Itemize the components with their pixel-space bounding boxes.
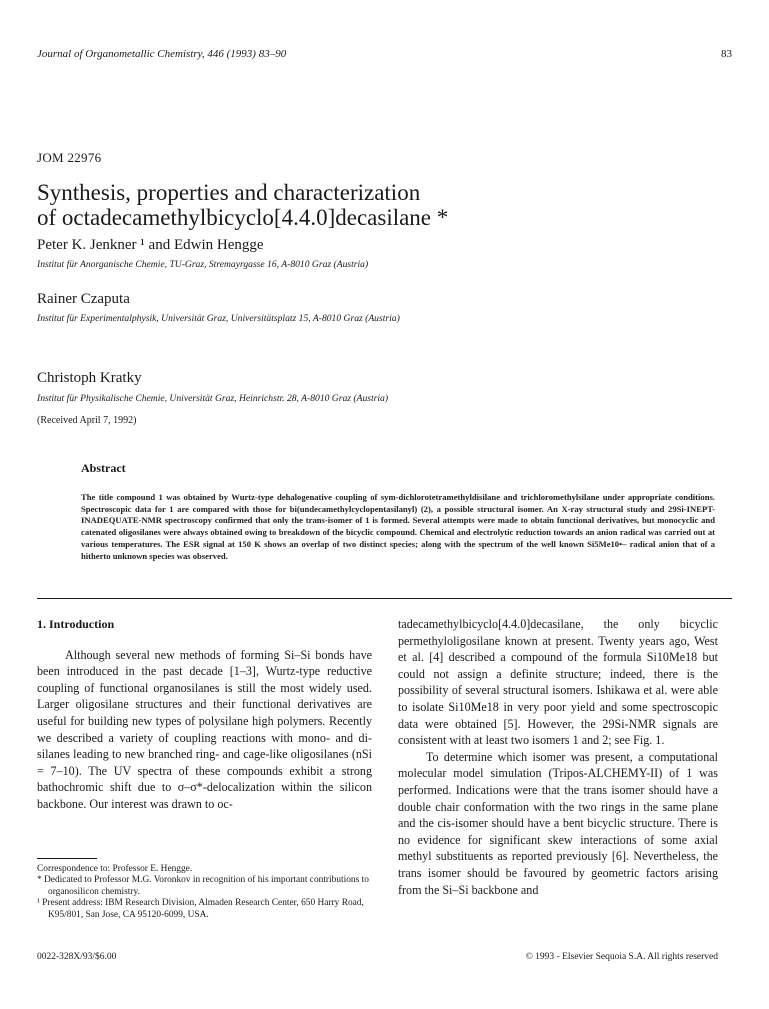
received-date: (Received April 7, 1992) bbox=[37, 415, 137, 426]
article-title bbox=[37, 180, 717, 230]
footnote-address: ¹ Present address: IBM Research Division, Almaden Research Center, 650 Harry Road, K95/801, San Jose, CA 95120-6099, USA. bbox=[37, 898, 364, 920]
running-header bbox=[37, 48, 732, 60]
section-divider bbox=[37, 598, 732, 599]
footnotes bbox=[37, 864, 372, 921]
abstract-heading: Abstract bbox=[81, 461, 126, 475]
title-line-2: of octadecamethylbicyclo[4.4.0]decasilane * bbox=[37, 205, 449, 230]
affiliation-1: Institut für Anorganische Chemie, TU-Graz, Stremayrgasse 16, A-8010 Graz (Austria) bbox=[37, 259, 369, 270]
abstract-body: The title compound 1 was obtained by Wurtz-type dehalogenative coupling of sym-dichlorotetramethyldisilane and trichloromethylsilane under appropriate conditions. Spectroscopic data for 1 are compared with those for bi(undecamethylcyclopentasilanyl) (2), a possible structural isomer. An X-ray structural study and 29Si-INEPT-INADEQUATE-NMR spectroscopy confirmed that only the trans-isomer of 1 is formed. Several attempts were made to obtain functional derivatives, but monocyclic and catenated oligosilanes were always obtained owing to breakdown of the bicyclic compound. Chemical and electrolytic reduction towards an anion radical was carried out at various temperatures. The ESR signal at 150 K shows an overlap of two distinct species; along with the spectrum of the well known Si5Me10•– radical anion that of a hitherto unknown species was observed. bbox=[81, 492, 715, 561]
author-names-1: Peter K. Jenkner ¹ and Edwin Hengge bbox=[37, 237, 264, 253]
affiliation-3: Institut für Physikalische Chemie, Universität Graz, Heinrichstr. 28, A-8010 Graz (Austria) bbox=[37, 393, 389, 404]
title-line-1: Synthesis, properties and characterization bbox=[37, 180, 421, 205]
intro-heading: 1. Introduction bbox=[37, 617, 115, 631]
right-column bbox=[398, 616, 718, 898]
copyright-notice: © 1993 - Elsevier Sequoia S.A. All rights reserved bbox=[525, 952, 718, 962]
issn-code: 0022-328X/93/$6.00 bbox=[37, 952, 117, 962]
footnote-dedication: * Dedicated to Professor M.G. Voronkov in recognition of his important contributions to organosilicon chemistry. bbox=[37, 875, 369, 897]
left-column bbox=[37, 616, 372, 813]
author-names-2: Rainer Czaputa bbox=[37, 291, 130, 307]
affiliation-2: Institut für Experimentalphysik, Universität Graz, Universitätsplatz 15, A-8010 Graz (Austria) bbox=[37, 313, 400, 324]
footnote-correspondence: Correspondence to: Professor E. Hengge. bbox=[37, 864, 193, 874]
footnote-rule bbox=[37, 858, 97, 859]
journal-citation: Journal of Organometallic Chemistry, 446 (1993) 83–90 bbox=[37, 48, 287, 60]
author-names-3: Christoph Kratky bbox=[37, 370, 142, 386]
intro-paragraph-2: tadecamethylbicyclo[4.4.0]decasilane, the only bicyclic permethyloligosilane known at present. Twenty years ago, West et al. [4] described a compound of the formula Si10Me18 but could not assign a definite structure; indeed, there is the possibility of several structural isomers. Ishikawa et al. were able to isolate Si10Me18 in very poor yield and some spectroscopic data were obtained [5]. However, the 29Si-NMR signals are consistent with at least two isomers 1 and 2; see Fig. 1. bbox=[398, 617, 718, 748]
page-number: 83 bbox=[721, 48, 732, 60]
intro-paragraph-1: Although several new methods of forming Si–Si bonds have been introduced in the past decade [1–3], Wurtz-type reductive coupling of functional organosilanes is still the most widely used. Larger oligosilane structures and their functional derivatives are useful for building new types of polysilane high polymers. Recently we described a variety of coupling reactions with mono- and di-silanes leading to new branched ring- and cage-like oligosilanes (nSi = 7–10). The UV spectra of these compounds exhibit a strong bathochromic shift due to σ–σ*-delocalization within the silicon backbone. Our interest was drawn to oc- bbox=[37, 647, 372, 811]
intro-paragraph-3: To determine which isomer was present, a computational molecular model simulation (Tripos-ALCHEMY-II) of 1 was performed. Indications were that the trans isomer should have a double chair conformation with the two rings in the same plane and the cis-isomer should have a bent bicyclic structure. There is no evidence for significant skew interactions of some axial methyl substituents as reported previously [6]. Nevertheless, the trans isomer should be favoured by geometric factors arising from the Si–Si backbone and bbox=[398, 749, 718, 897]
jom-id: JOM 22976 bbox=[37, 150, 102, 165]
